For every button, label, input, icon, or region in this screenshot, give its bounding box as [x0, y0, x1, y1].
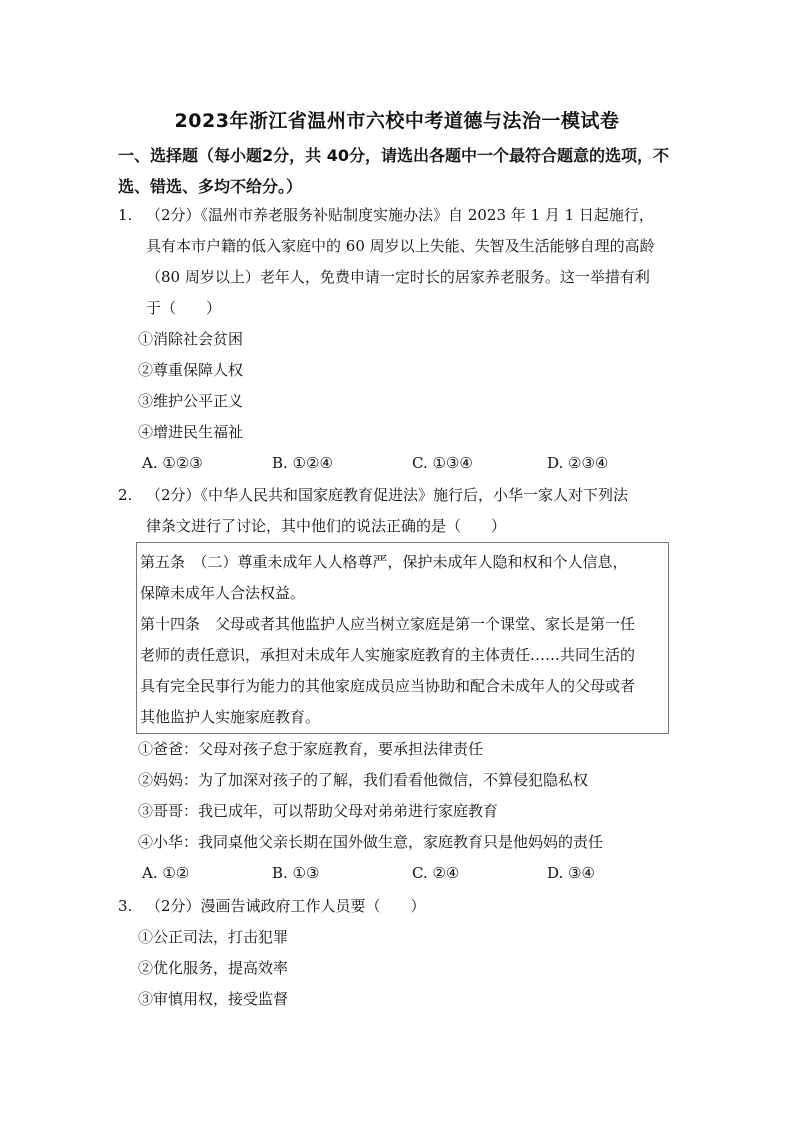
legal-excerpt-line: 第五条 （二）尊重未成年人人格尊严，保护未成年人隐和权和个人信息， — [140, 553, 628, 571]
question-stem-line: （2分）漫画告诫政府工作人员要（ ） — [146, 897, 426, 915]
exam-title: 2023年浙江省温州市六校中考道德与法治一模试卷 — [174, 110, 620, 132]
section-heading-line: 一、选择题（每小题2分，共 40分，请选出各题中一个最符合题意的选项，不 — [118, 146, 669, 165]
answer-choices — [118, 858, 688, 889]
choice-d[interactable]: D. ②③④ — [547, 454, 609, 472]
statement-option: ②尊重保障人权 — [138, 361, 244, 379]
legal-excerpt-line: 第十四条 父母或者其他监护人应当树立家庭是第一个课堂、家长是第一任 — [140, 615, 636, 633]
answer-choices — [118, 448, 688, 479]
statement-option: ④小华：我同桌他父亲长期在国外做生意，家庭教育只是他妈妈的责任 — [138, 833, 604, 851]
section-heading-line: 选、错选、多均不给分。） — [118, 177, 303, 196]
question-number: 2. — [118, 486, 133, 504]
question-stem-line: 律条文进行了讨论，其中他们的说法正确的是（ ） — [146, 517, 507, 535]
choice-c[interactable]: C. ①③④ — [412, 454, 473, 472]
question-number: 1. — [118, 206, 133, 224]
legal-excerpt-line: 具有完全民事行为能力的其他家庭成员应当协助和配合未成年人的父母或者 — [140, 677, 636, 695]
statement-option: ①爸爸：父母对孩子怠于家庭教育，要承担法律责任 — [138, 740, 484, 758]
statement-option: ②优化服务，提高效率 — [138, 959, 289, 977]
legal-excerpt-line: 老师的责任意识，承担对未成年人实施家庭教育的主体责任……共同生活的 — [140, 646, 636, 664]
section-heading — [118, 140, 688, 202]
question-stem-line: 于（ ） — [146, 299, 222, 317]
statement-option: ②妈妈：为了加深对孩子的了解，我们看看他微信，不算侵犯隐私权 — [138, 771, 589, 789]
question-stem-line: （2分）《温州市养老服务补贴制度实施办法》自 2023 年 1 月 1 日起施行， — [146, 206, 654, 224]
question-1 — [118, 200, 688, 479]
statement-option: ①公正司法，打击犯罪 — [138, 928, 289, 946]
question-2-options — [118, 734, 688, 889]
statement-option: ③审慎用权，接受监督 — [138, 990, 289, 1008]
choice-a[interactable]: A. ①②③ — [142, 454, 203, 472]
question-stem-line: （80 周岁以上）老年人，免费申请一定时长的居家养老服务。这一举措有利 — [146, 268, 650, 286]
statement-option: ③维护公平正义 — [138, 392, 244, 410]
statement-option: ④增进民生福祉 — [138, 423, 244, 441]
question-2 — [118, 480, 688, 542]
choice-b[interactable]: B. ①②④ — [272, 454, 333, 472]
question-stem-line: （2分）《中华人民共和国家庭教育促进法》施行后，小华一家人对下列法 — [146, 486, 629, 504]
question-number: 3. — [118, 897, 133, 915]
legal-excerpt-line: 保障未成年人合法权益。 — [140, 584, 306, 602]
question-3 — [118, 891, 688, 1015]
choice-a[interactable]: A. ①② — [142, 864, 190, 882]
question-stem-line: 具有本市户籍的低入家庭中的 60 周岁以上失能、失智及生活能够自理的高龄 — [146, 237, 655, 255]
statement-option: ③哥哥：我已成年，可以帮助父母对弟弟进行家庭教育 — [138, 802, 499, 820]
choice-d[interactable]: D. ③④ — [547, 864, 595, 882]
statement-option: ①消除社会贫困 — [138, 330, 244, 348]
legal-excerpt-line: 其他监护人实施家庭教育。 — [140, 708, 321, 726]
choice-b[interactable]: B. ①③ — [272, 864, 320, 882]
legal-excerpt-box — [136, 542, 669, 734]
choice-c[interactable]: C. ②④ — [412, 864, 460, 882]
